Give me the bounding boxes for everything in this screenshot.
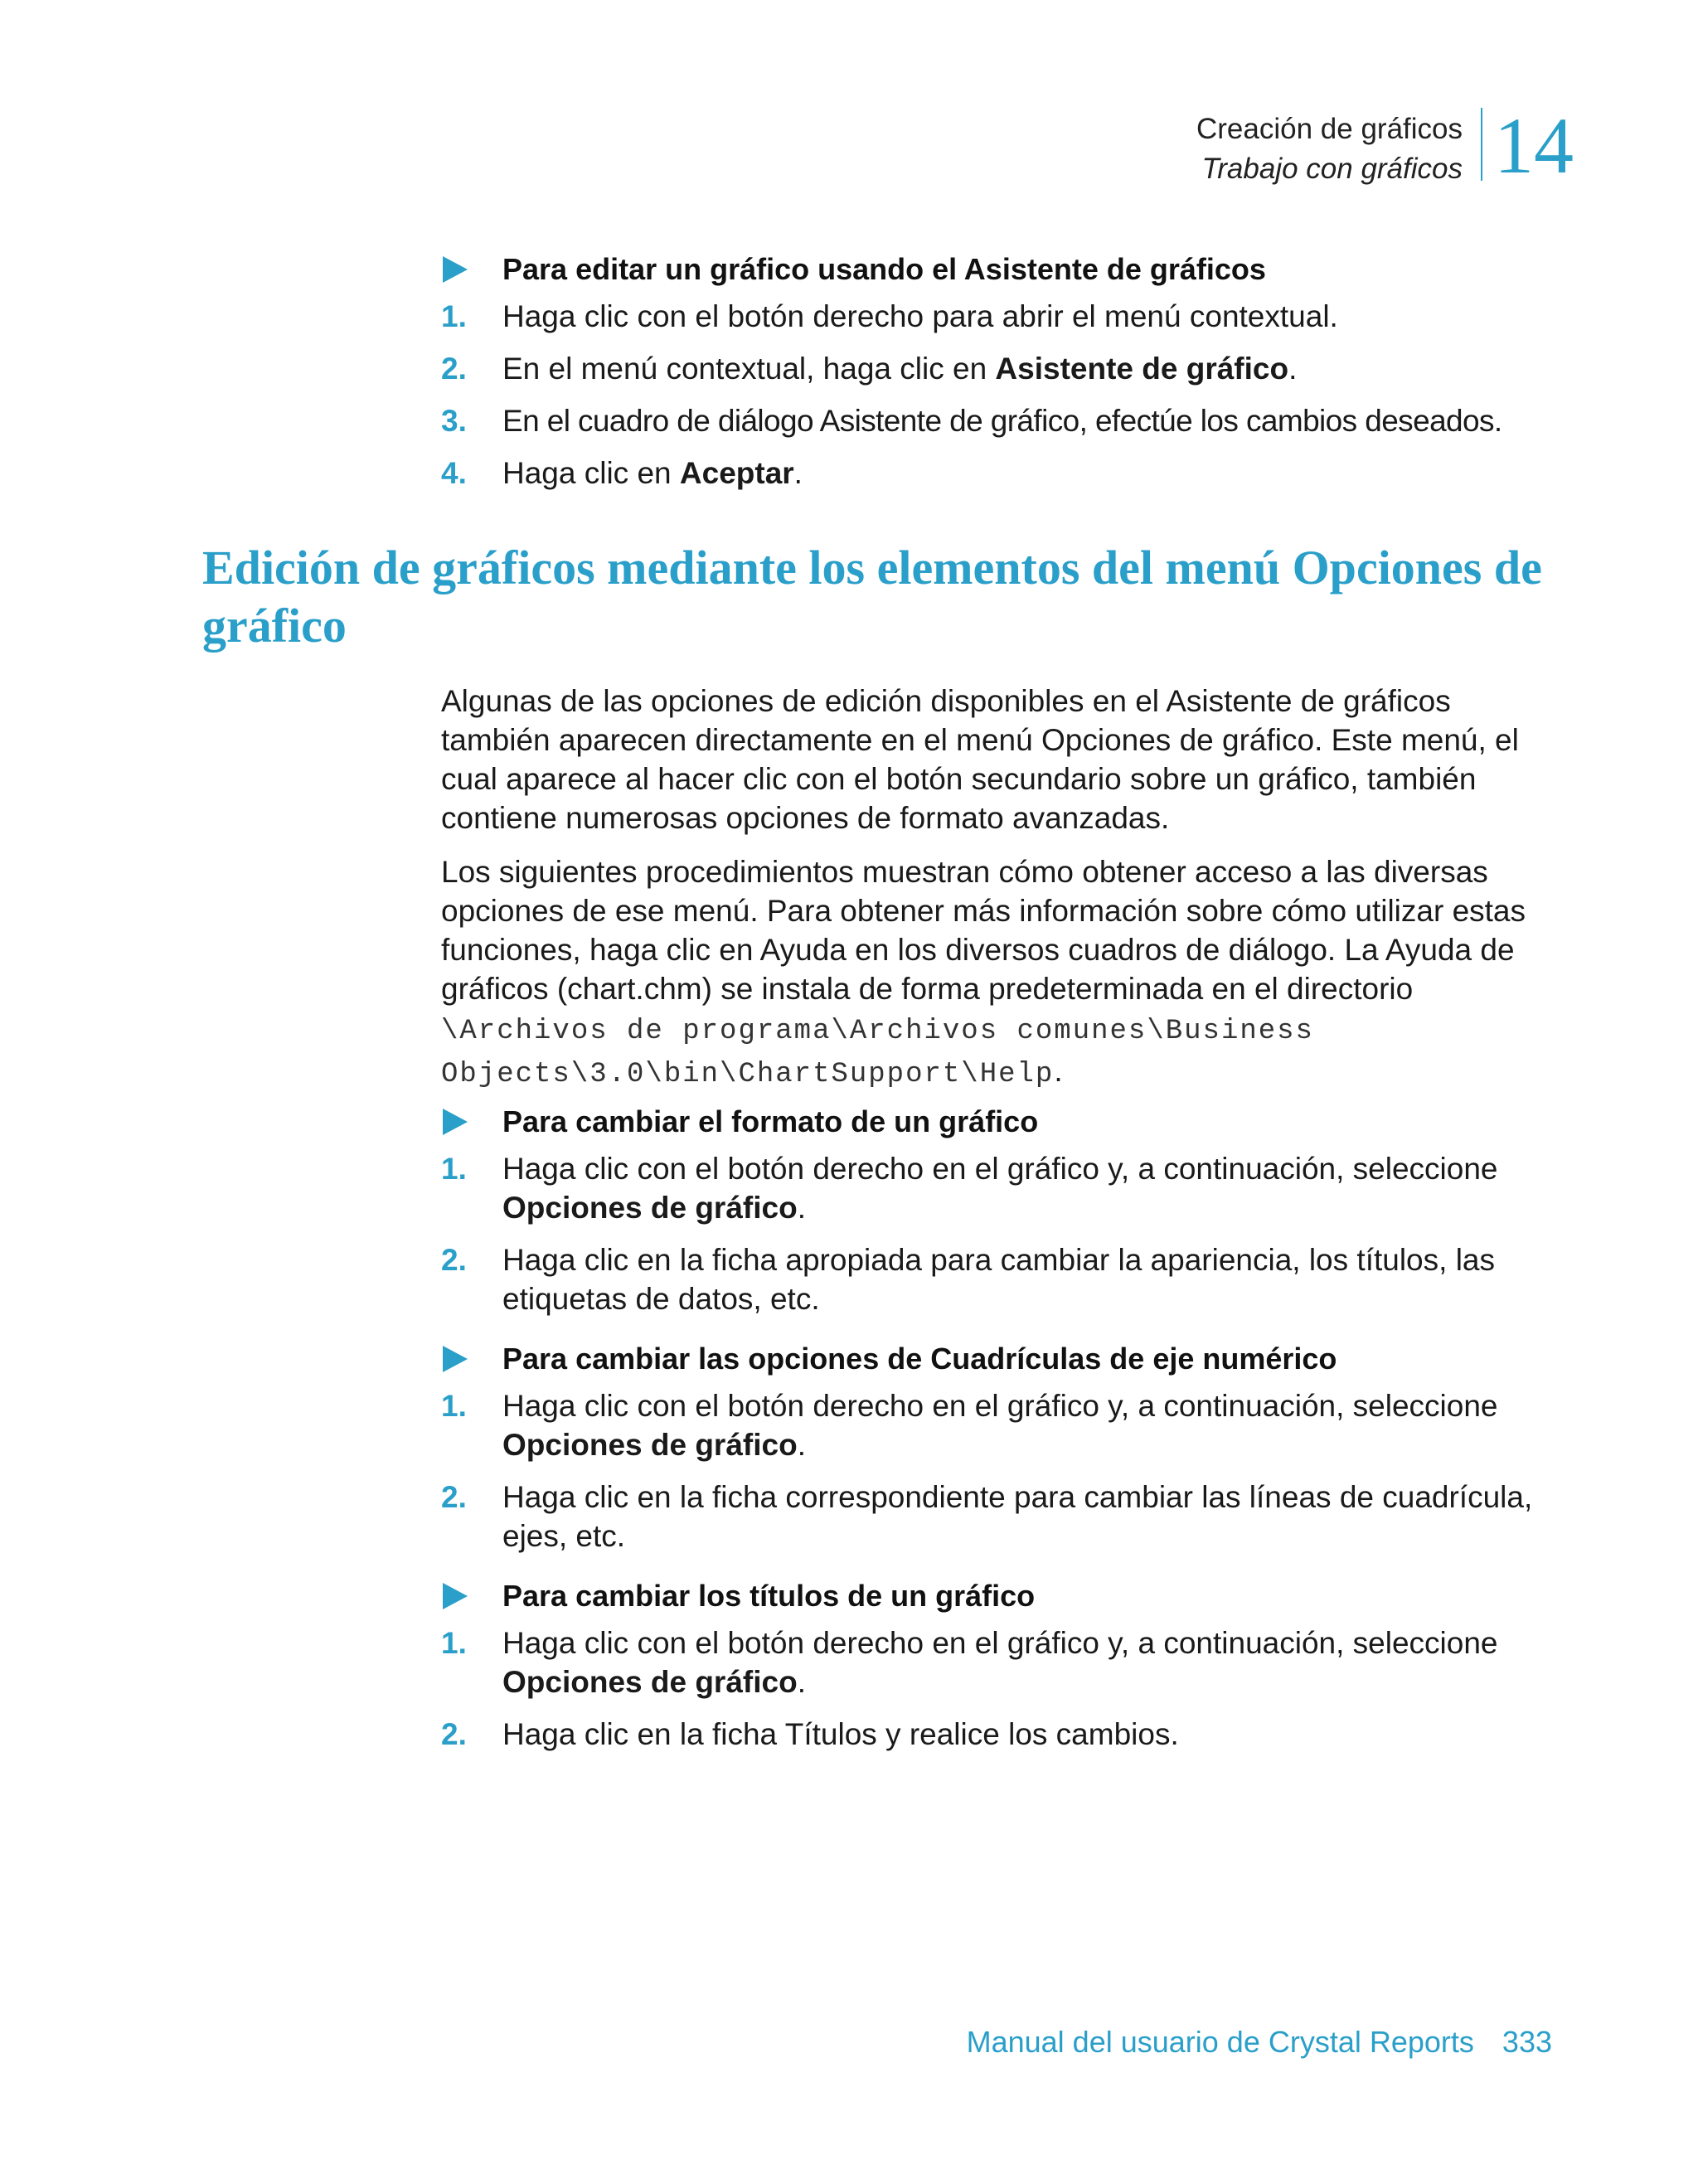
- procedure-title: Para cambiar los títulos de un gráfico: [441, 1577, 1552, 1615]
- chapter-title: Creación de gráficos: [1196, 113, 1463, 145]
- paragraph: Algunas de las opciones de edición disponibles en el Asistente de gráficos también aparecen directamente en el menú Opciones de gráfico. Este menú, el cual aparece al hacer clic con el botón secundario sobre un gráfico, también contiene numerosas opciones de formato avanzadas.: [441, 684, 1519, 835]
- page-footer: [967, 2023, 1552, 2061]
- list-item: 1. Haga clic con el botón derecho en el gráfico y, a continuación, seleccione Opciones de gráfico.: [441, 1389, 1498, 1462]
- directory-path: \Archivos de programa\Archivos comunes\Business Objects\3.0\bin\ChartSupport\Help: [441, 1016, 1314, 1090]
- running-header-text: [1196, 108, 1481, 189]
- procedure-arrow-icon: [443, 1346, 468, 1372]
- manual-title: Manual del usuario de Crystal Reports: [966, 2025, 1474, 2059]
- list-item: 4. Haga clic en Aceptar.: [441, 456, 803, 490]
- chapter-number: 14: [1494, 101, 1574, 190]
- page-number: 333: [1502, 2025, 1552, 2059]
- list-item: 2. En el menú contextual, haga clic en Asistente de gráfico.: [441, 352, 1298, 386]
- list-item: 2. Haga clic en la ficha apropiada para cambiar la apariencia, los títulos, las etiquetas de datos, etc.: [441, 1243, 1495, 1316]
- list-item: 1. Haga clic con el botón derecho en el gráfico y, a continuación, seleccione Opciones de gráfico.: [441, 1626, 1498, 1699]
- procedure-title: Para cambiar las opciones de Cuadrículas de eje numérico: [441, 1340, 1552, 1378]
- procedure-edit-chart: [441, 250, 1552, 493]
- list-item: 2. Haga clic en la ficha Títulos y realice los cambios.: [441, 1717, 1179, 1751]
- running-header: [1196, 101, 1574, 190]
- procedure-change-format: [441, 1103, 1552, 1318]
- procedure-change-titles: [441, 1577, 1552, 1754]
- body-text: [441, 682, 1552, 1109]
- list-item: 1. Haga clic con el botón derecho en el gráfico y, a continuación, seleccione Opciones de gráfico.: [441, 1152, 1498, 1225]
- procedure-arrow-icon: [443, 1583, 468, 1609]
- section-heading: Edición de gráficos mediante los elementos del menú Opciones de gráfico: [202, 541, 1542, 653]
- procedure-arrow-icon: [443, 1109, 468, 1135]
- procedure-arrow-icon: [443, 256, 468, 283]
- list-item: 1. Haga clic con el botón derecho para abrir el menú contextual.: [441, 299, 1338, 333]
- procedure-change-gridlines: [441, 1340, 1552, 1555]
- section-title: Trabajo con gráficos: [1201, 153, 1463, 185]
- procedure-title: Para cambiar el formato de un gráfico: [441, 1103, 1552, 1141]
- list-item: 3. En el cuadro de diálogo Asistente de gráfico, efectúe los cambios deseados.: [441, 404, 1502, 438]
- list-item: 2. Haga clic en la ficha correspondiente para cambiar las líneas de cuadrícula, ejes, etc.: [441, 1480, 1533, 1553]
- paragraph: Los siguientes procedimientos muestran cómo obtener acceso a las diversas opciones de ese menú. Para obtener más información sobre cómo utilizar estas funciones, haga clic en Ayuda en los diversos cuadros de diálogo. La Ayuda de gráficos (chart.chm) se instala de forma predeterminada en el directorio \Archivos de programa\Archivos comunes\Business Objects\3.0\bin\ChartSupport\Help.: [441, 855, 1526, 1090]
- procedure-title: Para editar un gráfico usando el Asistente de gráficos: [441, 250, 1552, 289]
